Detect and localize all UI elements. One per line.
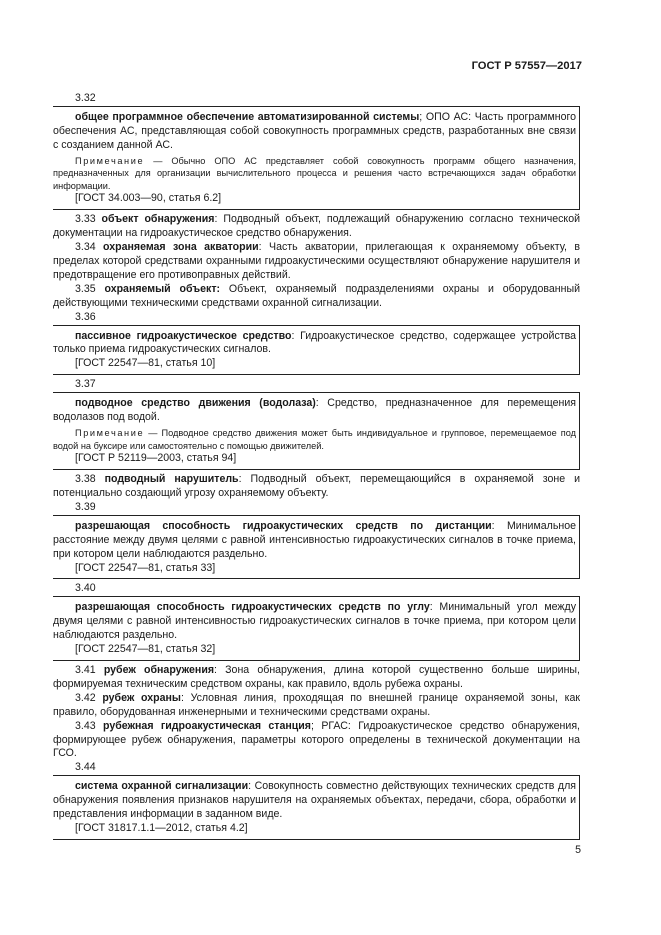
term-definition [53, 520, 576, 562]
term-name: рубеж обнаружения [103, 663, 215, 676]
note-text: — Подводное средство движения может быть индивидуальное и групповое, перемещаемое под водой на буксире или самостоятельно с помощью движителей. [53, 428, 576, 451]
term-number: 3.42 [75, 691, 96, 704]
term-def-text: : Зона обнаружения, длина которой существенно больше ширины, формируемая техническим средством охраны, как правило, вдоль рубежа охраны. [53, 663, 580, 690]
term-note [53, 427, 576, 452]
term-def-text: : Совокупность совместно действующих технических средств для обнаружения появления признаков нарушителя на охраняемых объектах, передачи, сбора, обработки и представления информации в заданном виде. [53, 780, 576, 821]
term-name: объект обнаружения [101, 213, 215, 226]
term-number: 3.37 [75, 378, 96, 391]
term-reference: [ГОСТ 31817.1.1—2012, статья 4.2] [75, 821, 248, 834]
term-number: 3.33 [75, 213, 96, 226]
term-note [53, 155, 576, 193]
term-box [53, 106, 580, 210]
term-def-text: : Средство, предназначенное для перемещения водолазов под водой. [53, 397, 576, 424]
term-number: 3.38 [75, 473, 96, 486]
term-name: разрешающая способность гидроакустических средств по дистанции [75, 519, 492, 532]
term-definition [53, 601, 576, 643]
term-box [53, 515, 580, 580]
term-definition [53, 241, 580, 283]
term-reference: [ГОСТ 22547—81, статья 32] [75, 643, 216, 656]
term-reference: [ГОСТ Р 52119—2003, статья 94] [75, 452, 237, 465]
term-definition [53, 330, 576, 358]
term-name: охраняемый объект: [104, 282, 221, 295]
term-number: 3.36 [75, 310, 96, 323]
term-definition [53, 692, 580, 720]
term-name: охраняемая зона акватории [103, 241, 259, 254]
term-number: 3.44 [75, 761, 96, 774]
term-definition [53, 397, 576, 425]
term-reference: [ГОСТ 22547—81, статья 33] [75, 561, 216, 574]
term-name: система охранной сигнализации [75, 780, 249, 793]
term-def-text: ; ОПО АС: Часть программного обеспечения АС, представляющая собой совокупность программных средств, разработанных вне связи с созданием данной АС. [53, 110, 576, 151]
term-def-text: : Гидроакустическое средство, содержащее устройства только приема гидроакустических сигналов. [53, 329, 576, 356]
term-def-text: Объект, охраняемый подразделениями охраны и оборудованный действующими техническими средствами охранной сигнализации. [53, 282, 580, 309]
term-def-text: : Подводный объект, подлежащий обнаружению согласно технической документации на гидроакустическое средство обнаружения. [53, 213, 580, 240]
note-label: Примечание [75, 155, 145, 166]
term-number: 3.34 [75, 241, 96, 254]
term-box [53, 325, 580, 376]
term-reference: [ГОСТ 22547—81, статья 10] [75, 357, 216, 370]
term-number: 3.39 [75, 500, 96, 513]
document-body [53, 92, 580, 843]
term-def-text: : Минимальное расстояние между двумя целями с равной интенсивностью гидроакустических сигналов в точке приема, при котором цели наблюдаются раздельно. [53, 519, 576, 560]
term-name: подводный нарушитель [104, 473, 239, 486]
term-name: общее программное обеспечение автоматизированной системы [75, 110, 420, 123]
term-def-text: ; РГАС: Гидроакустическое средство обнаружения, формирующее рубеж обнаружения, параметры которого определены в технической документации на ГСО. [53, 719, 580, 760]
term-definition [53, 720, 580, 762]
term-number: 3.35 [75, 282, 96, 295]
term-number: 3.43 [75, 719, 96, 732]
term-name: разрешающая способность гидроакустических средств по углу [75, 601, 430, 614]
term-number: 3.41 [75, 663, 96, 676]
term-definition [53, 111, 576, 153]
term-box [53, 596, 580, 661]
term-definition [53, 213, 580, 241]
term-def-text: : Минимальный угол между двумя целями с равной интенсивностью гидроакустических сигналов в точке приема, при котором цели наблюдаются раздельно. [53, 601, 576, 642]
note-label: Примечание [75, 428, 145, 438]
term-def-text: : Условная линия, проходящая по внешней границе охраняемой зоны, как правило, оборудованная инженерными и техническими средствами охраны. [53, 691, 580, 718]
term-definition [53, 780, 576, 822]
term-name: рубеж охраны [102, 691, 181, 704]
term-number: 3.40 [75, 582, 96, 595]
term-name: подводное средство движения (водолаза) [75, 397, 316, 410]
term-definition [53, 283, 580, 311]
term-box [53, 775, 580, 840]
term-name: рубежная гидроакустическая станция [103, 719, 311, 732]
term-definition [53, 473, 580, 501]
term-name: пассивное гидроакустическое средство [75, 329, 292, 342]
term-box [53, 392, 580, 470]
page-header: ГОСТ Р 57557—2017 [471, 60, 582, 72]
term-reference: [ГОСТ 34.003—90, статья 6.2] [75, 192, 222, 205]
term-def-text: : Часть акватории, прилегающая к охраняемому объекту, в пределах которой средствами охранными гидроакустическими осуществляют обнаружение нарушителя и предотвращение его противоправных действий. [53, 241, 580, 281]
term-definition [53, 664, 580, 692]
note-text: — Обычно ОПО АС представляет собой совокупность программ общего назначения, предназначенных для организации вычислительного процесса и решения часто встречающихся задач обработки информации. [53, 155, 576, 191]
term-number: 3.32 [75, 92, 96, 104]
term-def-text: : Подводный объект, перемещающийся в охраняемой зоне и потенциально создающий угрозу охраняемому объекту. [53, 473, 580, 499]
page-number: 5 [575, 844, 581, 856]
